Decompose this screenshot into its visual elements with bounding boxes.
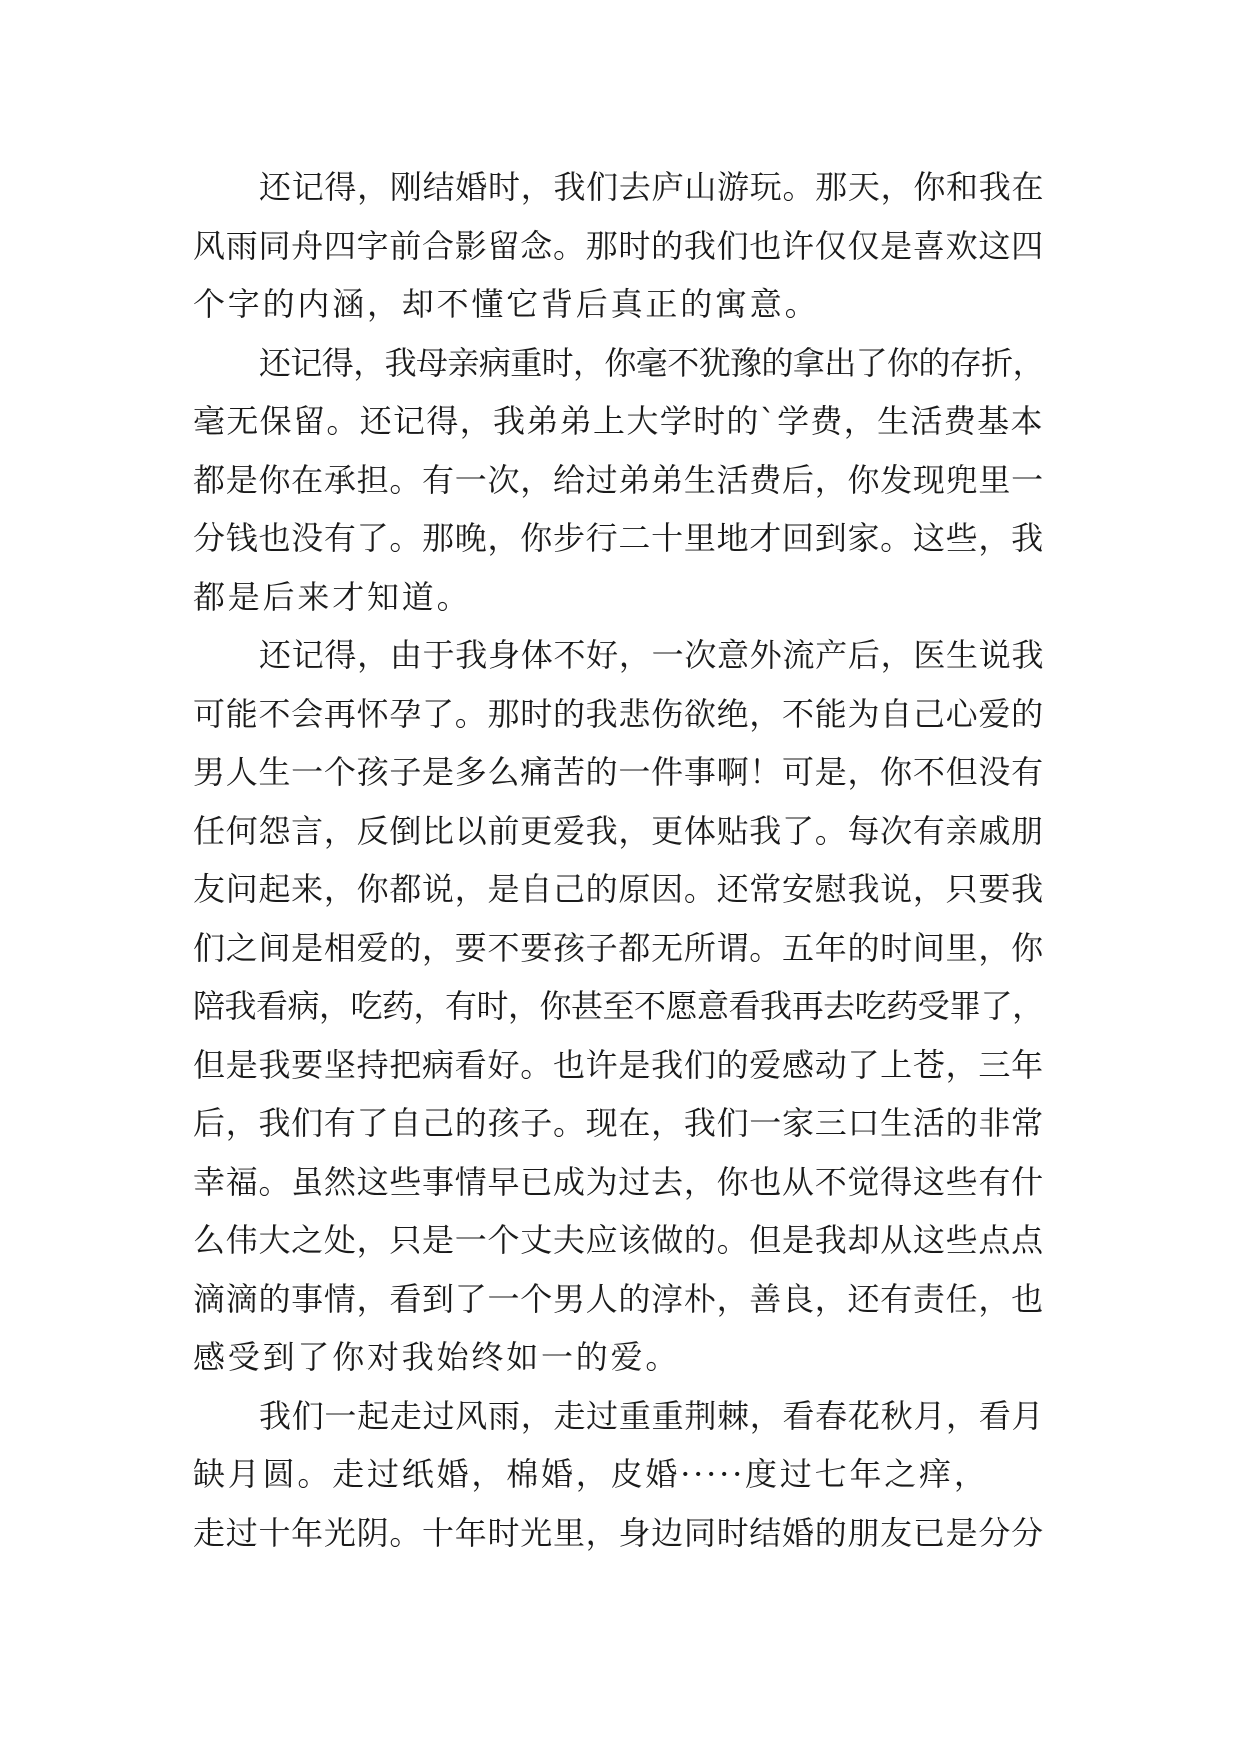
text-line: 缺月圆。走过纸婚，棉婚，皮婚·····度过七年之痒， [193, 1455, 989, 1493]
text-line: 滴滴的事情，看到了一个男人的淳朴，善良，还有责任，也 [193, 1279, 1044, 1318]
text-line: 还记得，由于我身体不好，一次意外流产后，医生说我 [259, 636, 1045, 674]
text-line: 还记得，我母亲病重时，你毫不犹豫的拿出了你的存折， [259, 343, 1044, 382]
body-text [193, 158, 1049, 1562]
text-line: 们之间是相爱的，要不要孩子都无所谓。五年的时间里，你 [193, 928, 1044, 967]
text-line: 任何怨言，反倒比以前更爱我，更体贴我了。每次有亲戚朋 [193, 811, 1044, 850]
text-line: 风雨同舟四字前合影留念。那时的我们也许仅仅是喜欢这四 [193, 226, 1044, 265]
text-line: 我们一起走过风雨，走过重重荆棘，看春花秋月，看月 [259, 1396, 1045, 1435]
text-line: 都是你在承担。有一次，给过弟弟生活费后，你发现兜里一 [193, 460, 1044, 499]
text-line: 可能不会再怀孕了。那时的我悲伤欲绝，不能为自己心爱的 [193, 694, 1044, 733]
text-line: 走过十年光阴。十年时光里，身边同时结婚的朋友已是分分 [193, 1513, 1044, 1552]
text-line: 但是我要坚持把病看好。也许是我们的爱感动了上苍，三年 [193, 1045, 1044, 1084]
text-line: 分钱也没有了。那晚，你步行二十里地才回到家。这些，我 [193, 519, 1044, 557]
text-line: 都是后来才知道。 [193, 577, 472, 616]
text-line: 友问起来，你都说，是自己的原因。还常安慰我说，只要我 [193, 870, 1044, 908]
text-line: 幸福。虽然这些事情早已成为过去，你也从不觉得这些有什 [193, 1162, 1044, 1201]
text-line: 陪我看病，吃药，有时，你甚至不愿意看我再去吃药受罪了， [193, 987, 1044, 1025]
text-line: 么伟大之处，只是一个丈夫应该做的。但是我却从这些点点 [193, 1221, 1044, 1259]
text-line: 后，我们有了自己的孩子。现在，我们一家三口生活的非常 [193, 1104, 1044, 1142]
text-line: 毫无保留。还记得，我弟弟上大学时的`学费，生活费基本 [193, 402, 1044, 440]
text-line: 感受到了你对我始终如一的爱。 [193, 1338, 681, 1376]
text-line: 还记得，刚结婚时，我们去庐山游玩。那天，你和我在 [259, 168, 1045, 206]
text-line: 个字的内涵，却不懂它背后真正的寓意。 [193, 285, 820, 323]
text-line: 男人生一个孩子是多么痛苦的一件事啊！可是，你不但没有 [193, 753, 1044, 791]
